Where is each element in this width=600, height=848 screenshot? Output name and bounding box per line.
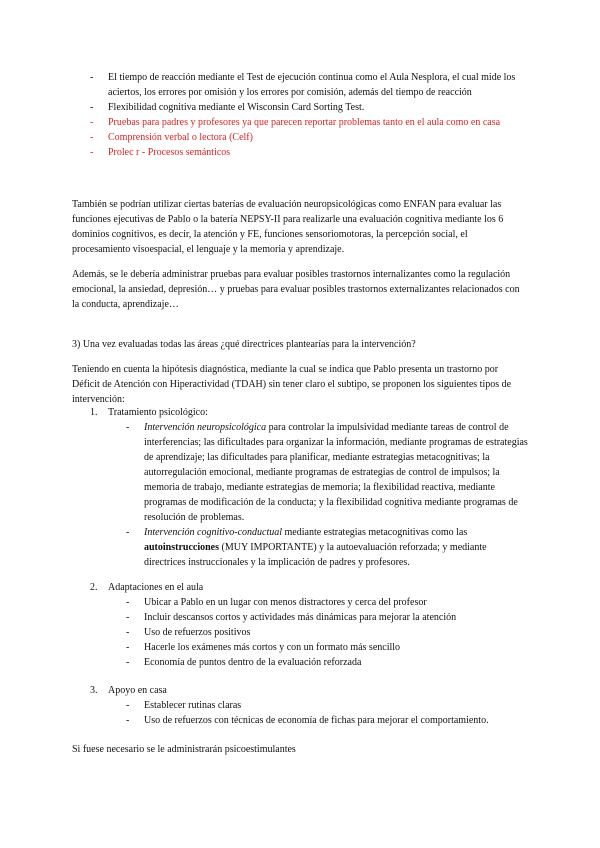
list-item: - Flexibilidad cognitiva mediante el Wisconsin Card Sorting Test. [90, 102, 365, 113]
intro-paragraph: Teniendo en cuenta la hipótesis diagnóstica, mediante la cual se indica que Pablo presenta un trastorno por Déficit de Atención con Hiperactividad (TDAH) sin tener claro el subtipo, se proponen los siguientes tipos de intervención: [72, 364, 512, 405]
list-item: - El tiempo de reacción mediante el Test de ejecución continua como el Aula Nesplora, el cual mide los aciertos, los errores por omisión y los errores por comisión, además del tiempo de reacción [90, 72, 516, 98]
section-heading: 1. Tratamiento psicológico: [90, 407, 208, 418]
list-item: - Ubicar a Pablo en un lugar con menos distractores y cerca del profesor [126, 597, 427, 608]
section-classroom-adaptations [72, 580, 528, 670]
list-item: - Establecer rutinas claras [126, 700, 242, 711]
paragraph-disorders: Además, se le debería administrar pruebas para evaluar posibles trastornos internalizantes como la regulación emocional, la ansiedad, depresión… y pruebas para evaluar posibles trastornos externalizantes relacionados con la conducta, aprendizaje… [72, 269, 520, 310]
section-psychological-treatment [72, 405, 528, 570]
list-item-highlighted: - Prolec r - Procesos semánticos [90, 147, 231, 158]
test-list [72, 70, 528, 160]
paragraph-batteries: También se podrían utilizar ciertas baterías de evaluación neuropsicológicas como ENFAN para evaluar las funciones ejecutivas de Pablo o la batería NEPSY-II para realizarle una evaluación cognitiva mediante los 6 dominios cognitivos, es decir, la atención y FE, funciones sensoriomotoras, la percepción social, el procesamiento visoespacial, el lenguaje y la memoria y aprendizaje. [72, 199, 504, 255]
closing-paragraph: Si fuese necesario se le administrarán psicoestimulantes [72, 744, 296, 755]
list-item: - Intervención cognitivo-conductual mediante estrategias metacognitivas como las autoinstrucciones (MUY IMPORTANTE) y la autoevaluación reforzada; y mediante directrices instruccionales y la implicación de padres y profesores. [126, 527, 487, 568]
section-heading: 3. Apoyo en casa [90, 685, 167, 696]
list-item-highlighted: - Comprensión verbal o lectora (Celf) [90, 132, 253, 143]
list-item-highlighted: - Pruebas para padres y profesores ya que parecen reportar problemas tanto en el aula como en casa [90, 117, 501, 128]
section-heading: 2. Adaptaciones en el aula [90, 582, 204, 593]
section-home-support [72, 683, 528, 728]
list-item: - Economía de puntos dentro de la evaluación reforzada [126, 657, 362, 668]
list-item: - Uso de refuerzos con técnicas de economía de fichas para mejorar el comportamiento. [126, 715, 489, 726]
list-item: - Intervención neuropsicológica para controlar la impulsividad mediante tareas de control de interferencias; las dificultades para organizar la información, mediante programas de estrategias de aprendizaje; las dificultades para planificar, mediante estrategias metacognitivas; la autorregulación emocional, mediante programas de estrategias de control de impulsos; la memoria de trabajo, mediante estrategias de memoria; la flexibilidad reactiva, mediante programas de modificación de la conducta; y la flexibilidad cognitiva mediante programas de resolución de problemas. [126, 422, 528, 523]
list-item: - Uso de refuerzos positivos [126, 627, 251, 638]
question-heading: 3) Una vez evaluadas todas las áreas ¿qué directrices plantearías para la intervención? [72, 339, 416, 350]
list-item: - Hacerle los exámenes más cortos y con un formato más sencillo [126, 642, 401, 653]
list-item: - Incluir descansos cortos y actividades más dinámicas para mejorar la atención [126, 612, 457, 623]
